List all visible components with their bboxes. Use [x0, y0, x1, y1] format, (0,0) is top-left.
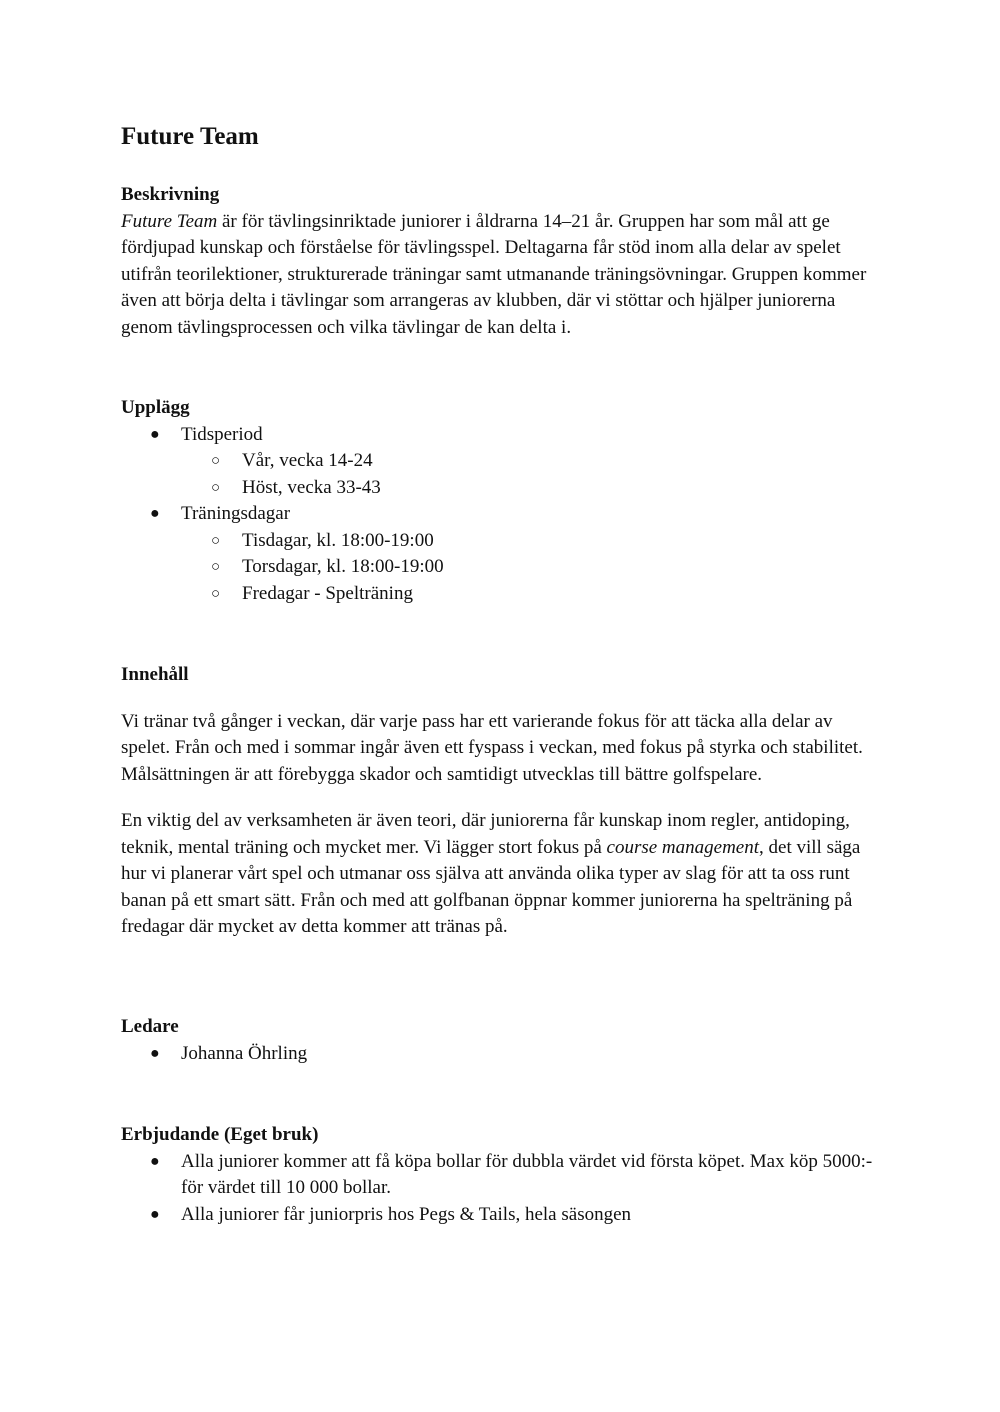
sublist-item-label: Tisdagar, kl. 18:00-19:00 [242, 529, 434, 551]
sublist-item-label: Torsdagar, kl. 18:00-19:00 [242, 556, 444, 577]
beskrivning-lead-italic: Future Team [121, 210, 218, 232]
list-item [121, 1149, 881, 1202]
section-heading-ledare: Ledare [121, 1016, 179, 1037]
list-item-label: Tidsperiod [181, 423, 263, 445]
section-upplagg [121, 395, 881, 607]
innehall-p2-italic: course management [606, 836, 760, 858]
bullet-filled-icon: ● [150, 425, 160, 443]
innehall-p2-before: En viktig del av verksamheten är även teori, där juniorerna får kunskap inom regler, antidoping, teknik, mental träning och mycket mer. Vi lägger stort fokus på [121, 810, 850, 858]
section-beskrivning [121, 182, 881, 341]
list-item-label: Alla juniorer får juniorpris hos Pegs & Tails, hela säsongen [181, 1203, 632, 1225]
section-innehall [121, 662, 881, 941]
sublist-item [181, 581, 881, 608]
upplagg-list [121, 422, 881, 608]
list-item [121, 422, 881, 502]
sublist [181, 448, 881, 501]
section-ledare [121, 1014, 881, 1067]
bullet-hollow-icon: ○ [211, 585, 221, 602]
ledare-list [121, 1041, 881, 1068]
bullet-hollow-icon: ○ [211, 559, 221, 575]
erbjudande-list [121, 1149, 881, 1229]
bullet-hollow-icon: ○ [211, 479, 221, 496]
sublist-item [181, 448, 881, 475]
innehall-paragraph-1: Vi tränar två gånger i veckan, där varje pass har ett varierande fokus för att täcka alla delar av spelet. Från och med i sommar ingår även ett fyspass i veckan, med fokus på styrka och stabilitet. Målsättningen är att förebygga skador och samtidigt utvecklas till bättre golfspelare. [121, 710, 863, 785]
bullet-filled-icon: ● [150, 1152, 160, 1170]
innehall-p2-after: , det vill säga hur vi planerar vårt spel och utmanar oss själva att använda olika typer av slag för att ta oss runt banan på ett smart sätt. Från och med att golfbanan öppnar kommer juniorerna ha spelträning på fredagar där mycket av detta kommer att tränas på. [121, 836, 861, 937]
sublist-item [181, 528, 881, 555]
bullet-hollow-icon: ○ [211, 532, 221, 549]
sublist-item-label: Vår, vecka 14-24 [242, 450, 373, 471]
bullet-filled-icon: ● [150, 1205, 160, 1223]
beskrivning-paragraph [121, 209, 881, 342]
bullet-filled-icon: ● [150, 505, 160, 522]
list-item-label: Träningsdagar [181, 503, 291, 524]
page-title: Future Team [121, 123, 259, 150]
sublist [181, 528, 881, 608]
sublist-item-label: Fredagar - Spelträning [242, 582, 413, 604]
section-heading-beskrivning: Beskrivning [121, 184, 220, 205]
beskrivning-text: är för tävlingsinriktade juniorer i åldrarna 14–21 år. Gruppen har som mål att ge fördjupad kunskap och förståelse för tävlingsspel. Deltagarna får stöd inom alla delar av spelet utifrån teorilektioner, strukturerade träningar samt utmanande träningsövningar. Gruppen kommer även att börja delta i tävlingar som arrangeras av klubben, där vi stöttar och hjälper juniorerna genom tävlingsprocessen och vilka tävlingar de kan delta i. [121, 210, 867, 338]
list-item [121, 1202, 881, 1229]
innehall-paragraph-2 [121, 808, 881, 941]
list-item-label: Johanna Öhrling [181, 1042, 308, 1064]
bullet-hollow-icon: ○ [211, 453, 221, 469]
section-erbjudande [121, 1122, 881, 1228]
sublist-item-label: Höst, vecka 33-43 [242, 476, 381, 498]
list-item [121, 501, 881, 607]
sublist-item [181, 475, 881, 502]
section-heading-erbjudande: Erbjudande (Eget bruk) [121, 1124, 319, 1145]
section-heading-innehall: Innehåll [121, 664, 189, 685]
section-heading-upplagg: Upplägg [121, 397, 190, 418]
list-item-label: Alla juniorer kommer att få köpa bollar för dubbla värdet vid första köpet. Max köp 5000:- för värdet till 10 000 bollar. [181, 1150, 873, 1198]
bullet-filled-icon: ● [150, 1044, 160, 1062]
list-item [121, 1041, 881, 1068]
sublist-item [181, 554, 881, 581]
